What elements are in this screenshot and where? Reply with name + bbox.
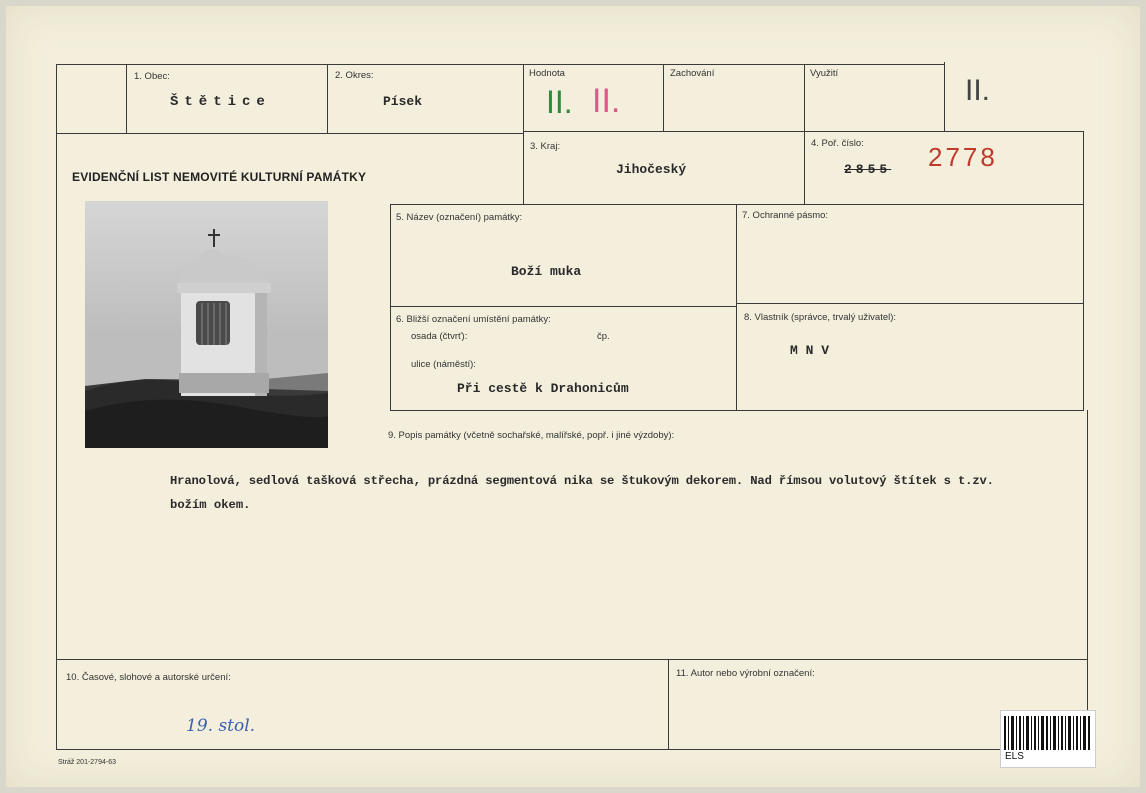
rule <box>523 131 1083 132</box>
obec-value: Štětice <box>170 94 271 110</box>
barcode-text: ELS <box>1005 751 1024 762</box>
casove-label: 10. Časové, slohové a autorské určení: <box>66 672 231 683</box>
nazev-label: 5. Název (označení) památky: <box>396 212 523 223</box>
rule <box>56 64 57 134</box>
right-pencil-mark: II. <box>965 74 991 107</box>
rule <box>56 659 1087 660</box>
rule <box>1083 131 1084 411</box>
ochranne-label: 7. Ochranné pásmo: <box>742 210 829 221</box>
vyuziti-label: Využití <box>810 68 839 79</box>
vlastnik-value: M N V <box>790 343 830 358</box>
hodnota-label: Hodnota <box>529 68 565 79</box>
obec-label: 1. Obec: <box>134 71 170 82</box>
kraj-value: Jihočeský <box>616 162 687 177</box>
vlastnik-label: 8. Vlastník (správce, trvalý uživatel): <box>744 312 897 323</box>
rule <box>390 204 391 411</box>
rule <box>126 64 127 134</box>
rule <box>56 133 57 750</box>
rule <box>56 64 944 65</box>
rule <box>668 659 669 750</box>
rule <box>523 64 524 204</box>
zachovani-label: Zachování <box>670 68 715 79</box>
por-cislo-old: 2855 <box>844 162 892 177</box>
rule <box>944 62 945 132</box>
barcode-sticker <box>1000 710 1096 768</box>
hodnota-pink-mark: II. <box>592 82 621 120</box>
okres-label: 2. Okres: <box>335 70 374 81</box>
rule <box>804 64 805 204</box>
rule <box>663 64 664 132</box>
nazev-value: Boží muka <box>511 264 582 279</box>
rule <box>736 303 1083 304</box>
rule <box>327 64 328 134</box>
ulice-label: ulice (náměstí): <box>411 359 476 370</box>
hodnota-green-mark: II. <box>546 84 573 120</box>
ulice-value: Při cestě k Drahonicům <box>457 381 629 396</box>
blizsi-label: 6. Bližší označení umístění památky: <box>396 314 551 325</box>
rule <box>1087 410 1088 750</box>
por-cislo-new: 2778 <box>928 142 998 172</box>
popis-line-2: božím okem. <box>170 498 251 512</box>
footer-print: Stráž 201-2794-63 <box>58 759 116 766</box>
barcode-icon <box>1003 716 1093 750</box>
rule <box>390 410 1083 411</box>
rule <box>736 204 737 411</box>
rule <box>56 749 1087 750</box>
okres-value: Písek <box>383 94 423 109</box>
casove-value: 19. stol. <box>186 716 256 736</box>
kraj-label: 3. Kraj: <box>530 141 561 152</box>
rule <box>390 306 737 307</box>
wayside-shrine-image <box>85 201 328 448</box>
osada-label: osada (čtvrť): <box>411 331 468 342</box>
monument-photo <box>85 201 328 448</box>
cp-label: čp. <box>597 331 610 342</box>
por-cislo-label: 4. Poř. číslo: <box>811 138 864 149</box>
autor-label: 11. Autor nebo výrobní označení: <box>676 668 815 679</box>
form-title: EVIDENČNÍ LIST NEMOVITÉ KULTURNÍ PAMÁTKY <box>72 170 367 184</box>
popis-label: 9. Popis památky (včetně sochařské, malířské, popř. i jiné výzdoby): <box>388 430 675 441</box>
popis-line-1: Hranolová, sedlová tašková střecha, prázdná segmentová nika se štukovým dekorem. Nad římsou volutový štítek s t.zv. <box>170 474 994 488</box>
